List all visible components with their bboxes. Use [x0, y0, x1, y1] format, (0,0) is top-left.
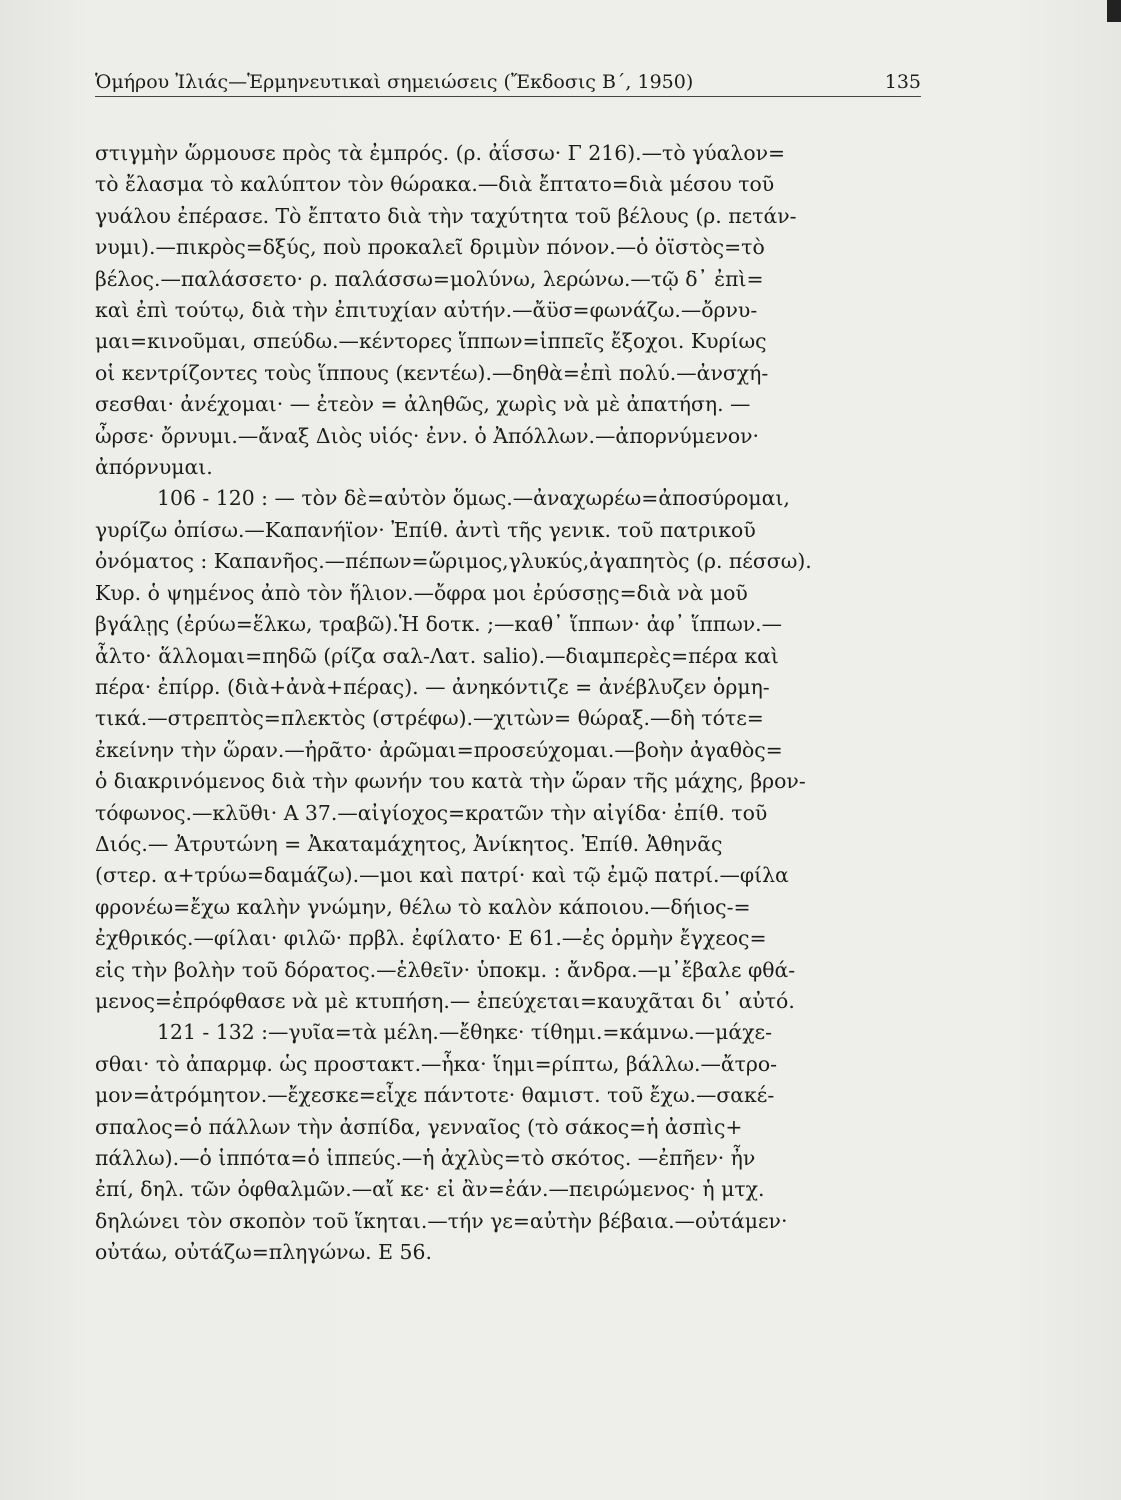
header-title: Ὁμήρου Ἰλιάς—Ἑρμηνευτικαὶ σημειώσεις (Ἔκδοσις Β΄, 1950): [95, 71, 694, 93]
text-line: πέρα· ἐπίρρ. (διὰ+ἀνὰ+πέρας). — ἀνηκόντιζε = ἀνέβλυζεν ὁρμη-: [95, 674, 770, 699]
text-line: Κυρ. ὁ ψημένος ἀπὸ τὸν ἥλιον.—ὄφρα μοι ἐρύσσῃς=διὰ νὰ μοῦ: [95, 580, 748, 605]
page-number: 135: [884, 71, 921, 93]
text-line: τικά.—στρεπτὸς=πλεκτὸς (στρέφω).—χιτὼν= θώραξ.—δὴ τότε=: [95, 706, 764, 731]
text-line: σπαλος=ὁ πάλλων τὴν ἀσπίδα, γενναῖος (τὸ σάκος=ἡ ἀσπὶς+: [95, 1114, 743, 1139]
text-line: τόφωνος.—κλῦθι· Α 37.—αἰγίοχος=κρατῶν τὴν αἰγίδα· ἐπίθ. τοῦ: [95, 800, 768, 825]
running-header: [95, 68, 921, 97]
text-line: ἐπί, δηλ. τῶν ὀφθαλμῶν.—αἴ κε· εἰ ἂν=ἐάν.—πειρώμενος· ἡ μτχ.: [95, 1177, 765, 1202]
text-line: ἐχθρικός.—φίλαι· φιλῶ· πρβλ. ἐφίλατο· Ε 61.—ἐς ὁρμὴν ἔγχεος=: [95, 926, 767, 951]
text-line: πάλλω).—ὁ ἱππότα=ὁ ἱππεύς.—ἡ ἀχλὺς=τὸ σκότος. —ἐπῆεν· ἦν: [95, 1146, 756, 1170]
text-line: ἐκείνην τὴν ὥραν.—ἠρᾶτο· ἀρῶμαι=προσεύχομαι.—βοὴν ἀγαθὸς=: [95, 737, 783, 762]
text-line: βγάλῃς (ἐρύω=ἕλκω, τραβῶ).Ἡ δοτκ. ;—καθ᾿ ἵππων· ἀφ᾿ ἵππων.—: [95, 612, 783, 637]
text-line: τὸ ἔλασμα τὸ καλύπτον τὸν θώρακα.—διὰ ἔπτατο=διὰ μέσου τοῦ: [95, 172, 775, 197]
text-line: γυάλου ἐπέρασε. Τὸ ἔπτατο διὰ τὴν ταχύτητα τοῦ βέλους (ρ. πετάν-: [95, 203, 797, 228]
text-line: γυρίζω ὀπίσω.—Καπανήϊον· Ἐπίθ. ἀντὶ τῆς γενικ. τοῦ πατρικοῦ: [95, 517, 756, 542]
text-line: (στερ. α+τρύω=δαμάζω).—μοι καὶ πατρί· καὶ τῷ ἐμῷ πατρί.—φίλα: [95, 863, 789, 888]
text-line: μαι=κινοῦμαι, σπεύδω.—κέντορες ἵππων=ἱππεῖς ἔξοχοι. Κυρίως: [95, 329, 767, 354]
text-line: ἀπόρνυμαι.: [95, 455, 213, 480]
text-line: νυμι).—πικρὸς=δξύς, ποὺ προκαλεῖ δριμὺν πόνον.—ὁ ὀϊστὸς=τὸ: [95, 235, 765, 260]
text-line: καὶ ἐπὶ τούτῳ, διὰ τὴν ἐπιτυχίαν αὐτήν.—ἄϋσ=φωνάζω.—ὄρνυ-: [95, 298, 758, 323]
text-line: μενος=ἐπρόφθασε νὰ μὲ κτυπήση.— ἐπεύχεται=καυχᾶται δι᾿ αὐτό.: [95, 988, 795, 1013]
scan-corner-mark: [1107, 0, 1121, 22]
text-line: ὀνόματος : Καπανῆος.—πέπων=ὥριμος,γλυκύς,ἀγαπητὸς (ρ. πέσσω).: [95, 549, 812, 574]
text-line: οἱ κεντρίζοντες τοὺς ἵππους (κεντέω).—δηθὰ=ἐπὶ πολύ.—ἀνσχή-: [95, 360, 769, 385]
text-line: μον=ἀτρόμητον.—ἔχεσκε=εἶχε πάντοτε· θαμιστ. τοῦ ἔχω.—σακέ-: [95, 1083, 775, 1108]
text-line: δηλώνει τὸν σκοπὸν τοῦ ἵκηται.—τήν γε=αὐτὴν βέβαια.—οὐτάμεν·: [95, 1208, 788, 1233]
commentary-text: [95, 138, 925, 1269]
text-line: στιγμὴν ὥρμουσε πρὸς τὰ ἐμπρός. (ρ. ἀΐσσω· Γ 216).—τὸ γύαλον=: [95, 141, 786, 165]
section-start-line: 121 - 132 :—γυῖα=τὰ μέλη.—ἔθηκε· τίθημι.=κάμνω.—μάχε-: [157, 1020, 773, 1045]
text-line: οὐτάω, οὐτάζω=πληγώνω. Ε 56.: [95, 1240, 432, 1265]
text-line: βέλος.—παλάσσετο· ρ. παλάσσω=μολύνω, λερώνω.—τῷ δ᾿ ἐπὶ=: [95, 266, 764, 291]
text-line: σεσθαι· ἀνέχομαι· — ἐτεὸν = ἀληθῶς, χωρὶς νὰ μὲ ἀπατήση. —: [95, 392, 751, 417]
text-line: ὦρσε· ὄρνυμι.—ἄναξ Διὸς υἱός· ἐνν. ὁ Ἀπόλλων.—ἀπορνύμενον·: [95, 423, 760, 448]
text-line: εἰς τὴν βολὴν τοῦ δόρατος.—ἑλθεῖν· ὑποκμ. : ἄνδρα.—μ᾿ἔβαλε φθά-: [95, 957, 796, 982]
text-line: φρονέω=ἔχω καλὴν γνώμην, θέλω τὸ καλὸν κάποιου.—δήιος-=: [95, 894, 751, 919]
section-start-line: 106 - 120 : — τὸν δὲ=αὐτὸν ὅμως.—ἀναχωρέω=ἀποσύρομαι,: [157, 486, 790, 511]
text-line: Διός.— Ἀτρυτώνη = Ἀκαταμάχητος, Ἀνίκητος. Ἐπίθ. Ἀθηνᾶς: [95, 831, 723, 856]
text-line: σθαι· τὸ ἀπαρμφ. ὡς προστακτ.—ἧκα· ἵημι=ρίπτω, βάλλω.—ἄτρο-: [95, 1051, 778, 1076]
text-line: ὁ διακρινόμενος διὰ τὴν φωνήν του κατὰ τὴν ὥραν τῆς μάχης, βρον-: [95, 769, 806, 794]
text-line: ἆλτο· ἅλλομαι=πηδῶ (ρίζα σαλ-Λατ. salio).—διαμπερὲς=πέρα καὶ: [95, 643, 779, 668]
